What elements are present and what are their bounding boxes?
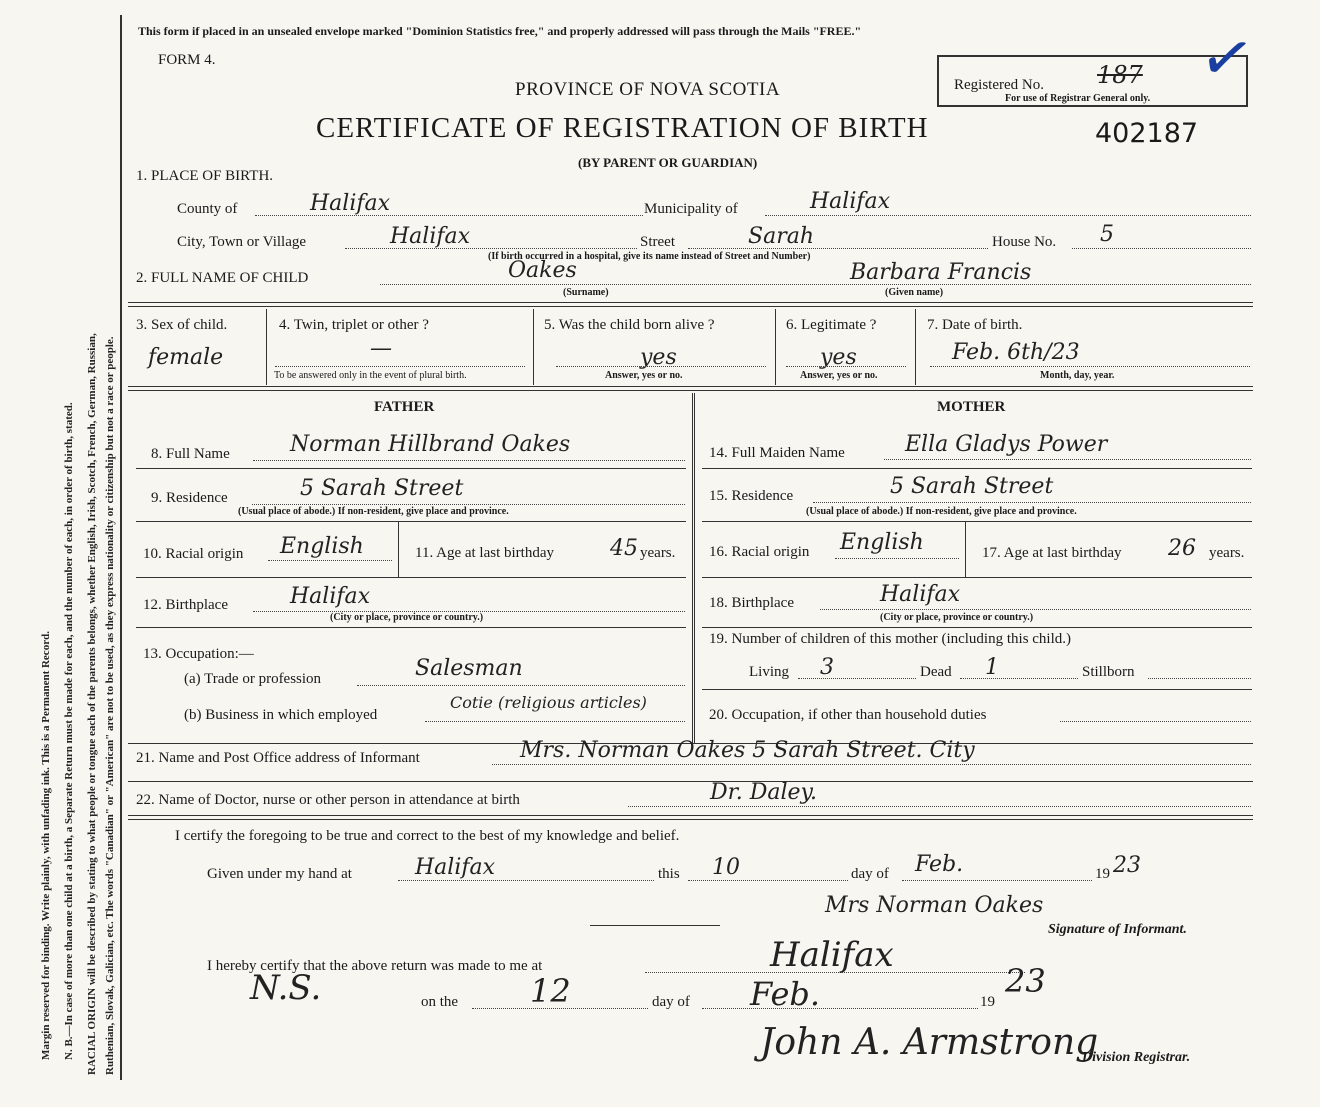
day-line: [688, 880, 848, 881]
house-value: 5: [1100, 222, 1114, 247]
mother-race-value: English: [840, 530, 924, 555]
divider: [136, 627, 686, 628]
legitimate-line: [786, 366, 906, 367]
mother-age-value: 26: [1168, 536, 1196, 561]
given-place-value: Halifax: [415, 855, 496, 880]
twin-label: 4. Twin, triplet or other ?: [279, 317, 429, 333]
father-age-value: 45: [610, 536, 638, 561]
divider: [702, 577, 1252, 578]
divider: [128, 781, 1253, 782]
registrar-day-of-label: day of: [652, 994, 690, 1010]
father-age-label: 11. Age at last birthday: [415, 545, 554, 561]
father-business-value: Cotie (religious articles): [450, 693, 647, 712]
page-title: CERTIFICATE OF REGISTRATION OF BIRTH: [316, 112, 929, 144]
divider: [136, 468, 686, 469]
registrar-month-line: [702, 1008, 978, 1009]
sex-label: 3. Sex of child.: [136, 317, 228, 333]
mail-note: This form if placed in an unsealed envelope marked "Dominion Statistics free," and properly addressed will pass through the Mails "FREE.": [138, 24, 862, 38]
mother-age-label: 17. Age at last birthday: [982, 545, 1122, 561]
municipality-line: [765, 215, 1251, 216]
father-trade-line: [357, 685, 685, 686]
mother-residence-note: (Usual place of abode.) If non-resident, give place and province.: [806, 506, 1077, 517]
mother-residence-value: 5 Sarah Street: [890, 474, 1054, 499]
street-label: Street: [640, 234, 675, 250]
registered-label: Registered No.: [954, 77, 1044, 93]
street-value: Sarah: [748, 224, 814, 249]
twin-line: [275, 366, 525, 367]
divider: [128, 815, 1253, 820]
father-race-line: [268, 560, 392, 561]
registrar-statement: I hereby certify that the above return was made to me at: [207, 958, 543, 974]
dead-label: Dead: [920, 664, 952, 680]
divider: [915, 309, 916, 385]
legitimate-label: 6. Legitimate ?: [786, 317, 877, 333]
father-residence-label: 9. Residence: [151, 490, 228, 506]
mother-heading: MOTHER: [937, 399, 1006, 415]
province-heading: PROVINCE OF NOVA SCOTIA: [515, 79, 781, 100]
living-value: 3: [820, 655, 834, 680]
mother-birthplace-value: Halifax: [880, 582, 961, 607]
on-the-label: on the: [421, 994, 459, 1010]
divider: [702, 689, 1252, 690]
this-label: this: [658, 866, 680, 882]
divider: [702, 468, 1252, 469]
dead-line: [960, 678, 1078, 679]
informant-signature-caption: Signature of Informant.: [1048, 922, 1187, 937]
informant-label: 21. Name and Post Office address of Informant: [136, 750, 420, 766]
dob-note: Month, day, year.: [1040, 370, 1115, 381]
divider: [533, 309, 534, 385]
house-label: House No.: [992, 234, 1057, 250]
father-name-label: 8. Full Name: [151, 446, 230, 462]
stillborn-label: Stillborn: [1082, 664, 1135, 680]
divider: [128, 302, 1253, 307]
divider: [398, 521, 399, 577]
certify-statement: I certify the foregoing to be true and correct to the best of my knowledge and belief.: [175, 828, 680, 844]
doctor-line: [628, 806, 1251, 807]
given-place-line: [398, 880, 654, 881]
divider: [128, 386, 1253, 391]
street-line: [688, 248, 988, 249]
month-value: Feb.: [915, 852, 964, 877]
margin-note-binding: Margin reserved for binding. Write plainly, with unfading ink. This is a Permanent Record.: [40, 631, 52, 1060]
page-subtitle: (BY PARENT OR GUARDIAN): [578, 155, 758, 170]
children-label: 19. Number of children of this mother (including this child.): [709, 631, 1072, 647]
dob-label: 7. Date of birth.: [927, 317, 1023, 333]
form-number: FORM 4.: [158, 52, 216, 68]
mother-race-line: [835, 558, 959, 559]
mother-birthplace-line: [820, 609, 1251, 610]
place-heading: 1. PLACE OF BIRTH.: [136, 168, 274, 184]
county-value: Halifax: [310, 191, 391, 216]
margin-note-nb: N. B.—In case of more than one child at a birth, a Separate Return must be made for each, and the number of each, in order of birth, stated.: [63, 402, 75, 1060]
informant-line: [492, 764, 1251, 765]
mother-occupation-line: [1060, 721, 1251, 722]
father-business-line: [425, 721, 685, 722]
check-mark-icon: ✓: [1194, 18, 1260, 99]
alive-label: 5. Was the child born alive ?: [544, 317, 715, 333]
father-race-label: 10. Racial origin: [143, 546, 244, 562]
hospital-note: (If birth occurred in a hospital, give its name instead of Street and Number): [488, 251, 811, 262]
day-of-label: day of: [851, 866, 889, 882]
mother-age-years: years.: [1209, 545, 1245, 561]
living-line: [798, 678, 916, 679]
divider: [136, 577, 686, 578]
registrar-place-value: Halifax: [770, 935, 894, 975]
dead-value: 1: [985, 655, 999, 680]
father-business-label: (b) Business in which employed: [184, 707, 378, 723]
registrar-day-value: 12: [530, 972, 571, 1010]
father-trade-label: (a) Trade or profession: [184, 671, 322, 687]
mother-residence-line: [813, 502, 1251, 503]
margin-note-racial-1: RACIAL ORIGIN will be described by stating to what people or tongue each of the parents belongs, whether English, Irish, Scotch, French, German, Russian,: [86, 333, 98, 1075]
city-line: [345, 248, 637, 249]
father-residence-value: 5 Sarah Street: [300, 476, 464, 501]
mother-occupation-label: 20. Occupation, if other than household duties: [709, 707, 987, 723]
father-occupation-label: 13. Occupation:—: [143, 646, 254, 662]
seal-line: [590, 925, 720, 926]
registrar-year-value: 23: [1005, 962, 1046, 1000]
father-birthplace-value: Halifax: [290, 584, 371, 609]
mother-race-label: 16. Racial origin: [709, 544, 810, 560]
certificate-number: 402187: [1095, 118, 1199, 149]
father-birthplace-label: 12. Birthplace: [143, 597, 228, 613]
doctor-value: Dr. Daley.: [710, 780, 818, 805]
child-name-label: 2. FULL NAME OF CHILD: [136, 270, 309, 286]
father-trade-value: Salesman: [415, 656, 523, 681]
registrar-signature: John A. Armstrong: [760, 1022, 1099, 1063]
given-caption: (Given name): [885, 287, 944, 298]
divider: [775, 309, 776, 385]
child-name-line: [380, 284, 1251, 285]
twin-note: To be answered only in the event of plural birth.: [274, 370, 467, 381]
registered-note: For use of Registrar General only.: [1005, 93, 1151, 104]
child-surname: Oakes: [508, 258, 577, 283]
city-label: City, Town or Village: [177, 234, 307, 250]
year-prefix: 19: [1095, 866, 1110, 882]
alive-note: Answer, yes or no.: [605, 370, 683, 381]
sex-value: female: [148, 345, 224, 370]
divider: [136, 521, 686, 522]
municipality-value: Halifax: [810, 189, 891, 214]
father-heading: FATHER: [374, 399, 435, 415]
father-birthplace-note: (City or place, province or country.): [330, 612, 484, 623]
father-name-value: Norman Hillbrand Oakes: [290, 432, 571, 457]
legitimate-value: yes: [820, 345, 857, 370]
municipality-label: Municipality of: [644, 201, 738, 217]
mother-name-label: 14. Full Maiden Name: [709, 445, 845, 461]
dob-value: Feb. 6th/23: [952, 340, 1080, 365]
margin-note-racial-2: Ruthenian, Slovak, Galician, etc. The words "Canadian" or "American" are not to be used, as they express nationality or citizenship but not a race or people.: [104, 336, 116, 1075]
mother-name-line: [884, 459, 1251, 460]
divider: [266, 309, 267, 385]
legitimate-note: Answer, yes or no.: [800, 370, 878, 381]
father-age-years: years.: [640, 545, 676, 561]
divider: [702, 521, 1252, 522]
margin-border: [120, 15, 122, 1080]
alive-value: yes: [640, 345, 677, 370]
registrar-caption: Division Registrar.: [1082, 1050, 1191, 1065]
child-given-name: Barbara Francis: [850, 260, 1032, 285]
year-value: 23: [1113, 853, 1141, 878]
informant-value: Mrs. Norman Oakes 5 Sarah Street. City: [520, 738, 975, 763]
father-residence-note: (Usual place of abode.) If non-resident, give place and province.: [238, 506, 509, 517]
father-race-value: English: [280, 534, 364, 559]
registrar-place-mark: N.S.: [250, 968, 322, 1008]
living-label: Living: [749, 664, 789, 680]
column-divider: [692, 393, 695, 743]
city-value: Halifax: [390, 224, 471, 249]
divider: [965, 521, 966, 577]
surname-caption: (Surname): [563, 287, 609, 298]
twin-value: —: [370, 336, 392, 361]
mother-birthplace-label: 18. Birthplace: [709, 595, 794, 611]
alive-line: [556, 366, 766, 367]
divider: [702, 627, 1252, 628]
registrar-year-prefix: 19: [980, 994, 995, 1010]
county-label: County of: [177, 201, 238, 217]
registered-number: 187: [1097, 61, 1143, 89]
given-label: Given under my hand at: [207, 866, 352, 882]
doctor-label: 22. Name of Doctor, nurse or other person in attendance at birth: [136, 792, 520, 808]
father-name-line: [253, 460, 685, 461]
mother-residence-label: 15. Residence: [709, 488, 794, 504]
dob-line: [930, 366, 1250, 367]
mother-birthplace-note: (City or place, province or country.): [880, 612, 1034, 623]
informant-signature: Mrs Norman Oakes: [825, 893, 1044, 918]
mother-name-value: Ella Gladys Power: [905, 432, 1108, 457]
month-line: [902, 880, 1092, 881]
house-line: [1072, 248, 1251, 249]
father-residence-line: [252, 504, 685, 505]
stillborn-line: [1148, 678, 1251, 679]
registrar-month-value: Feb.: [750, 975, 821, 1013]
day-value: 10: [712, 855, 740, 880]
